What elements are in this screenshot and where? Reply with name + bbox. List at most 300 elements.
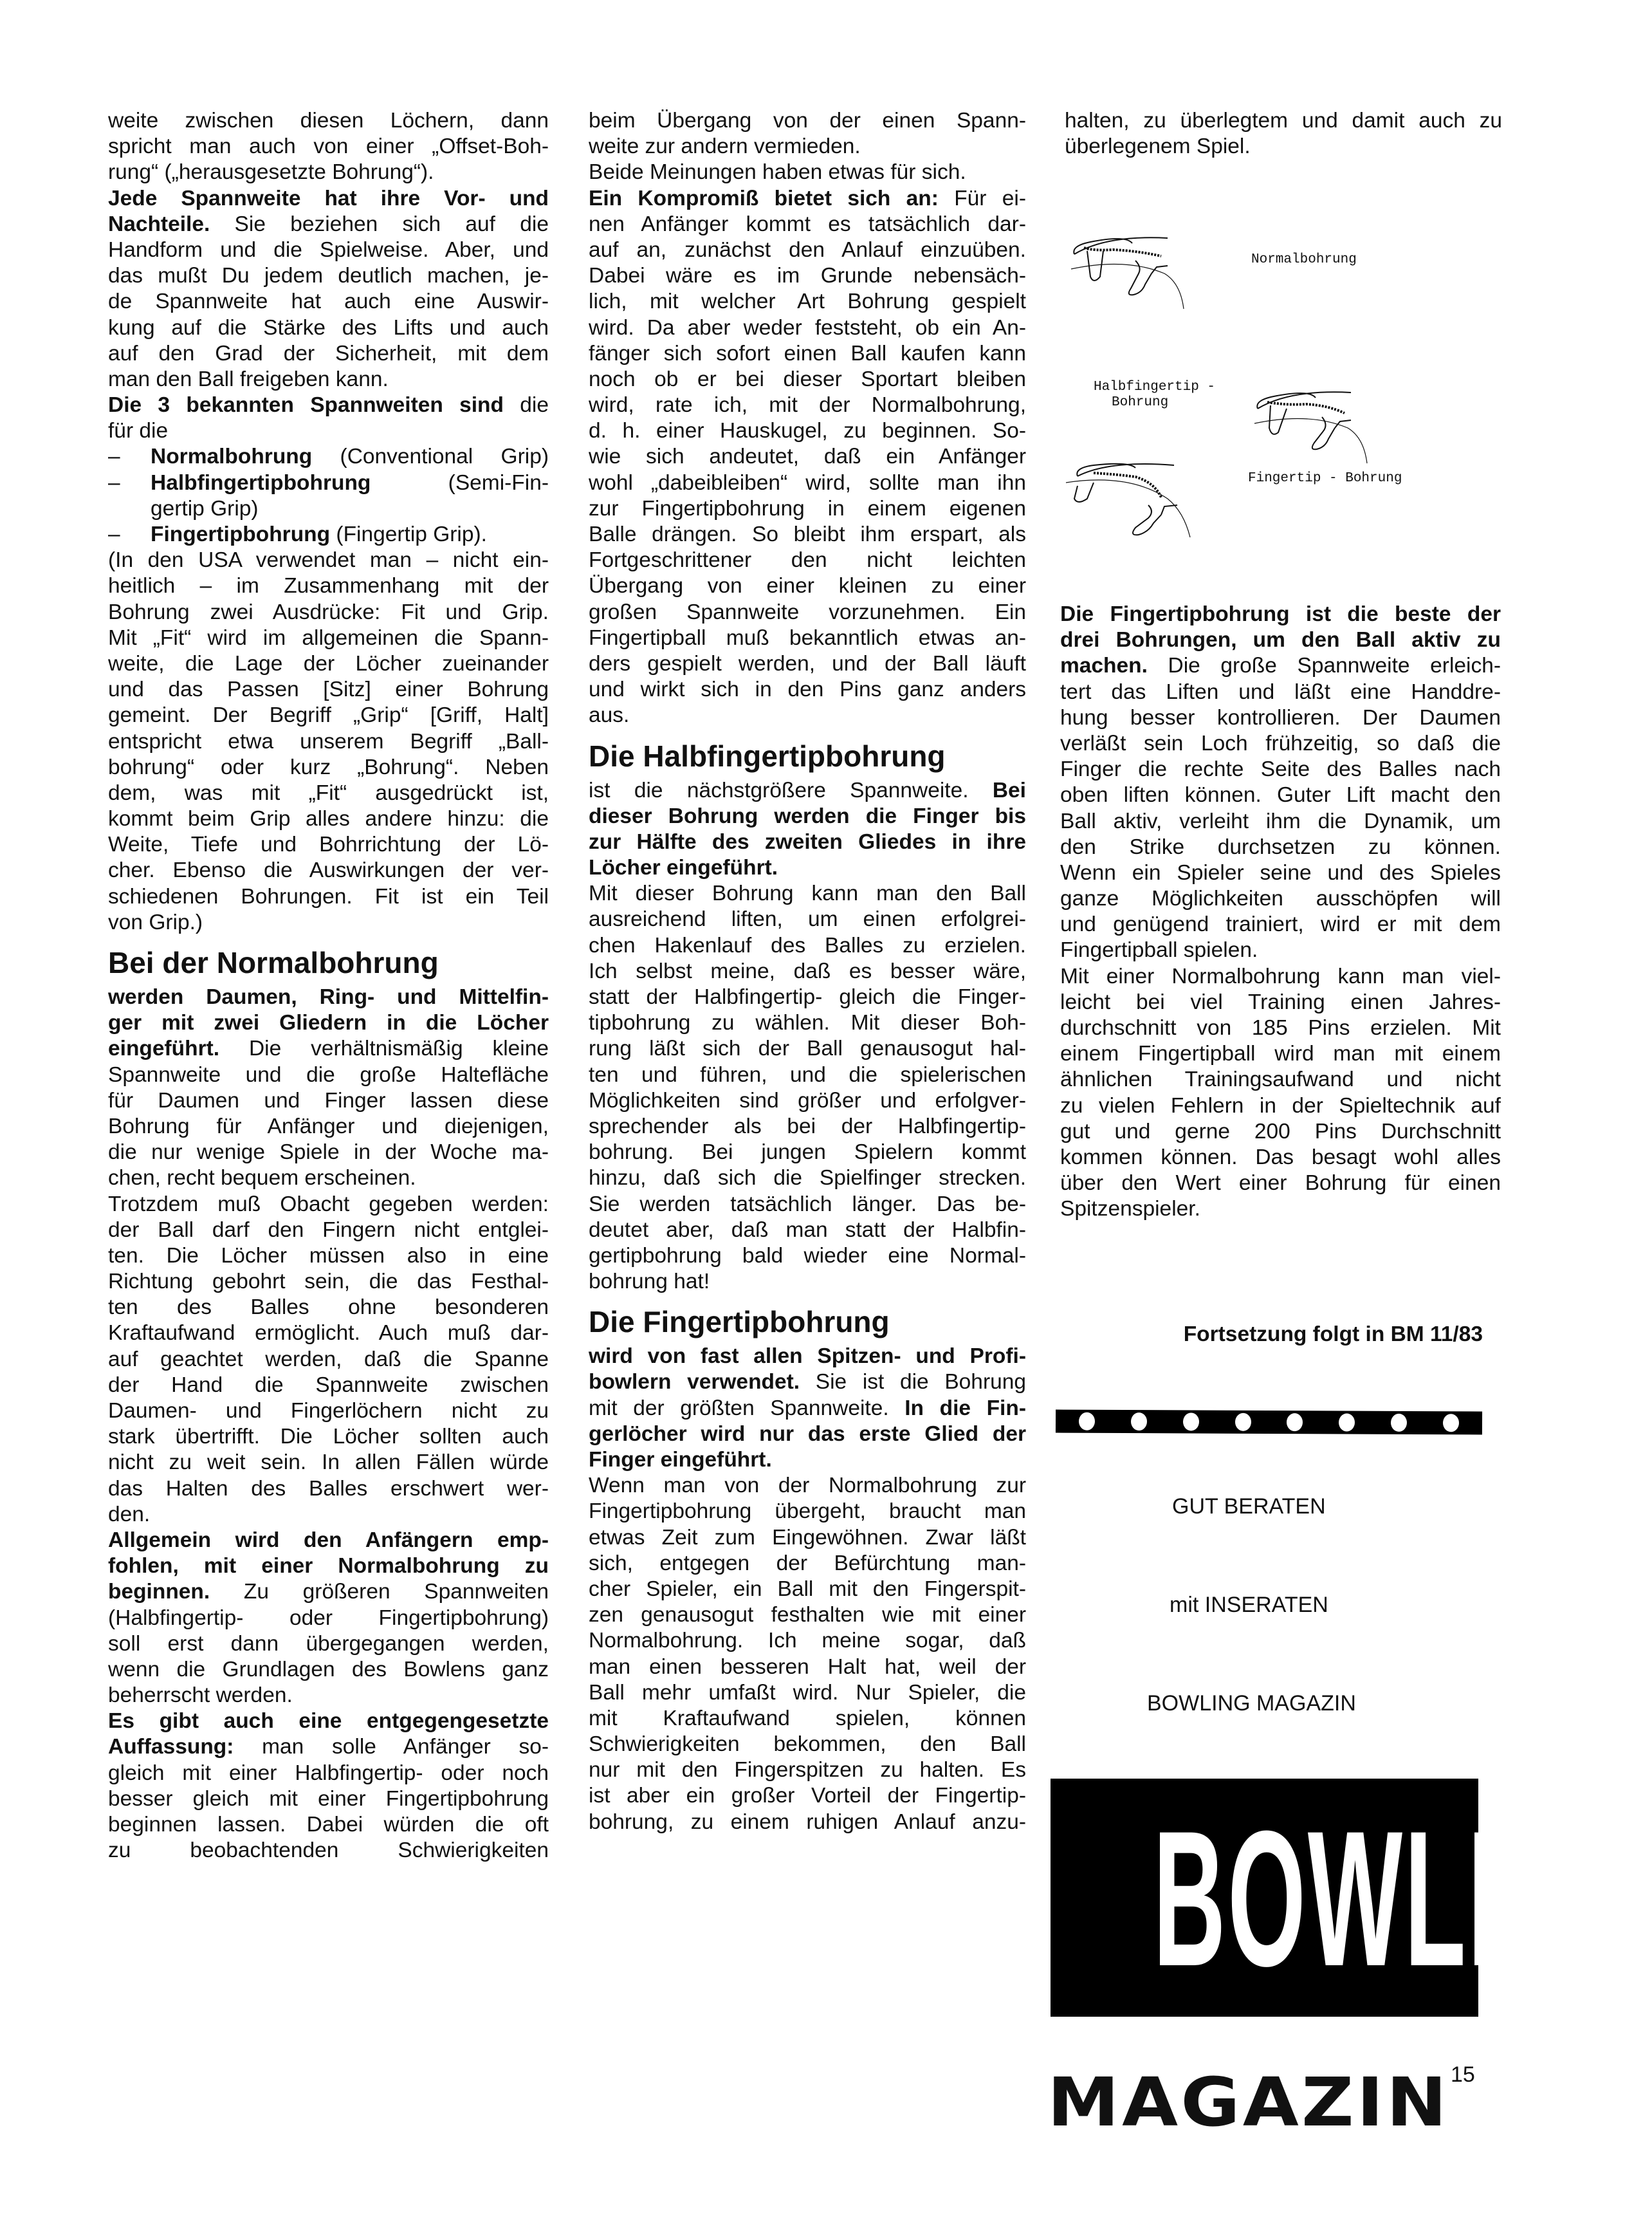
text-line	[1060, 680, 1501, 705]
body-text: fänger sich sofort einen Ball kaufen kann	[589, 341, 1026, 366]
bold-text: eingeführt.	[108, 1037, 220, 1061]
body-text: cher. Ebenso die Auswirkungen der ver-	[108, 858, 549, 883]
body-text: gemeint. Der Begriff „Grip“ [Griff, Halt]	[108, 703, 549, 728]
text-line	[589, 625, 1026, 651]
body-text: ten. Die Löcher müssen also in eine	[108, 1243, 549, 1268]
text-line	[589, 778, 1026, 804]
text-line	[589, 1165, 1026, 1191]
body-text: weite, die Lage der Löcher zueinander	[108, 651, 549, 676]
text-line	[1060, 1145, 1501, 1171]
text-line	[108, 806, 549, 832]
text-line	[589, 522, 1026, 548]
body-text: Beide Meinungen haben etwas für sich.	[589, 160, 966, 185]
bold-text: Normalbohrung	[151, 445, 313, 469]
body-text: überlegenem Spiel.	[1065, 134, 1251, 159]
text-line	[108, 1579, 549, 1605]
text-line	[108, 755, 549, 781]
body-text: tipbohrung zu wählen. Mit dieser Boh-	[589, 1011, 1026, 1035]
text-line	[589, 1783, 1026, 1809]
label-semi-fingertip-grip-line2: Bohrung	[1112, 395, 1169, 410]
text-line	[589, 1757, 1026, 1783]
body-text: (In den USA verwendet man – nicht ein-	[108, 548, 549, 573]
text-line	[1060, 886, 1501, 912]
body-text: Spitzenspieler.	[1060, 1197, 1200, 1221]
text-line	[108, 1062, 549, 1088]
text-line	[1060, 912, 1501, 938]
text-line	[589, 829, 1026, 855]
body-text: Mit dieser Bohrung kann man den Ball	[589, 882, 1026, 906]
text-line	[108, 1786, 549, 1812]
bold-text: Ein Kompromiß bietet sich an:	[589, 186, 939, 210]
text-line	[589, 1140, 1026, 1165]
dash-bullet: –	[108, 445, 120, 469]
text-line	[589, 1473, 1026, 1499]
body-text: Dabei wäre es im Grunde nebensäch-	[589, 264, 1026, 288]
body-text: zu beobachtenden Schwierigkeiten	[108, 1838, 549, 1863]
text-line	[589, 548, 1026, 573]
text-line	[589, 1732, 1026, 1757]
text-line	[589, 108, 1026, 134]
text-line	[108, 1631, 549, 1657]
body-text: und wirkt sich in den Pins ganz anders	[589, 678, 1026, 702]
bold-text: Nachteile.	[108, 212, 210, 236]
dotted-divider-bar	[1056, 1410, 1482, 1435]
body-text: besser gleich mit einer Fingertipbohrung	[108, 1786, 549, 1811]
text-line	[1060, 1119, 1501, 1145]
label-semi-fingertip-grip-line1: Halbfingertip -	[1094, 380, 1216, 394]
body-text: weite zwischen diesen Löchern, dann	[108, 109, 549, 133]
bold-text: drei Bohrungen, um den Ball aktiv zu	[1060, 628, 1501, 653]
body-text: rung läßt sich der Ball genausogut hal-	[589, 1037, 1026, 1061]
text-line	[589, 263, 1026, 289]
text-line	[1065, 108, 1502, 134]
body-text: (Semi-Fin-	[371, 470, 549, 495]
text-line	[108, 1217, 549, 1243]
body-text: wie sich andeutet, daß ein Anfänger	[589, 445, 1026, 469]
body-text: den Strike durchsetzen zu können.	[1060, 835, 1501, 859]
body-text: gut und gerne 200 Pins Durchschnitt	[1060, 1119, 1501, 1143]
ad-line-bowling-magazin: BOWLING MAGAZIN	[1147, 1691, 1356, 1716]
body-text: Kraftaufwand ermöglicht. Auch muß dar-	[108, 1321, 549, 1346]
text-line	[108, 729, 549, 755]
body-text: gleich mit einer Halbfingertip- oder noch	[108, 1761, 549, 1785]
body-text: wohl „dabeibleiben“ wird, sollte man ihn	[589, 470, 1026, 495]
body-text: hung besser kontrollieren. Der Daumen	[1060, 705, 1501, 730]
text-line	[108, 832, 549, 858]
body-text: sprechender als bei der Halbfingertip-	[589, 1114, 1026, 1138]
text-line	[1060, 835, 1501, 860]
normal-grip-drawing	[1071, 237, 1184, 309]
text-line	[108, 341, 549, 367]
page-number: 15	[1451, 2062, 1475, 2087]
text-line	[108, 1320, 549, 1346]
body-text: (Fingertip Grip).	[330, 523, 487, 546]
body-text: der Ball darf den Fingern nicht entglei-	[108, 1217, 549, 1242]
body-text: lich, mit welcher Art Bohrung gespielt	[589, 290, 1026, 314]
body-text: nur mit den Fingerspitzen zu halten. Es	[589, 1758, 1026, 1782]
continued-note: Fortsetzung folgt in BM 11/83	[1183, 1322, 1483, 1346]
text-line	[108, 1528, 549, 1553]
bold-text: gerlöcher wird nur das erste Glied der	[589, 1421, 1026, 1446]
body-text: von Grip.)	[108, 910, 203, 934]
text-line	[589, 1396, 1026, 1421]
body-text: Übergang von einer kleinen zu einer	[589, 574, 1026, 598]
body-text: statt der Halbfingertip- gleich die Finger-	[589, 985, 1026, 1009]
text-line	[1060, 627, 1501, 653]
text-line	[589, 1192, 1026, 1217]
text-line	[108, 1398, 549, 1424]
text-line	[108, 910, 549, 936]
text-line	[108, 263, 549, 289]
body-text: aus.	[589, 703, 630, 728]
text-line	[1060, 1041, 1501, 1067]
body-text: rung“ („herausgesetzte Bohrung“).	[108, 160, 434, 185]
section-heading: Die Fingertipbohrung	[589, 1305, 890, 1339]
body-text: de Spannweite hat auch eine Auswir-	[108, 290, 549, 314]
bold-text: Fingertipbohrung	[151, 523, 331, 546]
text-line	[108, 160, 549, 185]
text-line	[108, 134, 549, 160]
text-line	[108, 393, 549, 418]
body-text: großen Spannweite vorzunehmen. Ein	[589, 600, 1026, 624]
text-line	[589, 907, 1026, 932]
body-text: das Halten des Balles erschwert wer-	[108, 1476, 549, 1501]
body-text: chen, recht bequem erscheinen.	[108, 1166, 416, 1190]
text-line	[589, 1499, 1026, 1524]
text-line	[1060, 1093, 1501, 1119]
body-text: Möglichkeiten sind größer und erfolgver-	[589, 1088, 1026, 1113]
body-text: cher Spieler, ein Ball mit den Fingerspit-	[589, 1577, 1026, 1601]
body-text: die nur wenige Spiele in der Woche ma-	[108, 1140, 549, 1165]
body-text: bohrung hat!	[589, 1270, 710, 1294]
text-line	[108, 237, 549, 263]
body-text: halten, zu überlegtem und damit auch zu	[1065, 109, 1502, 133]
body-text: mit Kraftaufwand spielen, können	[589, 1706, 1026, 1730]
text-line	[1060, 938, 1501, 963]
body-text: man solle Anfänger so-	[234, 1735, 549, 1759]
body-text: bohrung“ oder kurz „Bohrung“. Neben	[108, 755, 549, 779]
text-line	[108, 1114, 549, 1140]
text-line	[589, 1654, 1026, 1680]
body-text: (Conventional Grip)	[312, 445, 549, 469]
body-text: durchschnitt von 185 Pins erzielen. Mit	[1060, 1016, 1501, 1040]
text-line	[1060, 653, 1501, 679]
text-line	[108, 1373, 549, 1398]
body-text: kommen können. Das besagt wohl alles	[1060, 1145, 1501, 1169]
body-text: Zu größeren Spannweiten	[210, 1580, 549, 1604]
body-text: Daumen- und Fingerlöchern nicht zu	[108, 1399, 549, 1423]
text-line	[108, 418, 549, 444]
text-line	[589, 289, 1026, 315]
text-line	[108, 1761, 549, 1786]
body-text: beherrscht werden.	[108, 1683, 293, 1708]
text-line	[1060, 964, 1501, 990]
text-line	[589, 1217, 1026, 1243]
divider-dot	[1131, 1412, 1147, 1430]
text-line	[589, 237, 1026, 263]
body-text: für die	[108, 419, 169, 443]
body-text: Fingertipball spielen.	[1060, 938, 1258, 963]
body-text: die	[504, 393, 549, 418]
body-text: auf geachtet werden, daß die Spanne	[108, 1347, 549, 1371]
text-line	[1060, 731, 1501, 757]
body-text: zen genausogut festhalten wie mit einer	[589, 1603, 1026, 1627]
body-text: Balle drängen. So bleibt ihm erspart, als	[589, 523, 1026, 546]
text-line	[108, 108, 549, 134]
ad-line-gut-beraten: GUT BERATEN	[1172, 1494, 1326, 1519]
body-text: Bohrung für Anfänger und diejenigen,	[108, 1114, 549, 1138]
text-line	[108, 677, 549, 703]
text-line	[108, 548, 549, 573]
body-text: noch ob er bei dieser Sportart bleiben	[589, 367, 1026, 391]
text-line	[589, 1551, 1026, 1577]
body-text: Ball aktiv, verleiht ihm die Dynamik, um	[1060, 809, 1501, 833]
bold-text: beginnen.	[108, 1580, 210, 1604]
text-line	[108, 1010, 549, 1036]
text-line	[589, 1010, 1026, 1036]
text-line	[589, 1036, 1026, 1062]
body-text: Sie ist die Bohrung	[800, 1370, 1026, 1394]
body-text: Fingertipball muß bekanntlich etwas an-	[589, 625, 1026, 650]
body-text: Bohrung zwei Ausdrücke: Fit und Grip.	[108, 600, 549, 624]
text-line	[108, 1553, 549, 1579]
body-text: Für ei-	[938, 186, 1026, 210]
section-heading: Bei der Normalbohrung	[108, 946, 439, 979]
bold-text: wird von fast allen Spitzen- und Profi-	[589, 1344, 1026, 1369]
body-text: d. h. einer Hauskugel, zu beginnen. So-	[589, 419, 1026, 443]
grip-illustrations	[1055, 212, 1505, 573]
text-line	[589, 1447, 1026, 1473]
bowling-magazin-logo	[1051, 1779, 1652, 2017]
body-text: beginnen lassen. Dabei würden die oft	[108, 1813, 549, 1837]
body-text: und das Passen [Sitz] einer Bohrung	[108, 678, 549, 702]
text-line	[589, 1680, 1026, 1706]
body-text: ist aber ein großer Vorteil der Fingertip-	[589, 1784, 1026, 1808]
text-line	[108, 212, 549, 237]
body-text: hinzu, daß sich die Spielfinger strecken.	[589, 1166, 1026, 1190]
text-line	[1060, 990, 1501, 1015]
body-text: Sie werden tatsächlich länger. Das be-	[589, 1192, 1026, 1216]
dash-bullet: –	[108, 523, 120, 546]
body-text: ders gespielt werden, und der Ball läuft	[589, 651, 1026, 676]
bold-text: werden Daumen, Ring- und Mittelfin-	[108, 985, 549, 1009]
text-line	[108, 367, 549, 393]
text-line	[1060, 1196, 1501, 1222]
section-heading: Die Halbfingertipbohrung	[589, 739, 946, 773]
body-text: Handform und die Spielweise. Aber, und	[108, 237, 549, 262]
body-text: verläßt sein Loch frühzeitig, so daß die	[1060, 731, 1501, 755]
text-line	[108, 1243, 549, 1269]
text-line	[108, 1036, 549, 1062]
text-line	[589, 855, 1026, 881]
text-line	[108, 1347, 549, 1373]
text-line	[589, 212, 1026, 237]
body-text: spricht man auch von einer „Offset-Boh-	[108, 134, 549, 159]
text-line	[108, 1424, 549, 1450]
body-text: ausreichend liften, um einen erfolgrei-	[589, 907, 1026, 932]
text-line	[108, 1838, 549, 1864]
text-line	[108, 625, 549, 651]
body-text: Mit „Fit“ wird im allgemeinen die Spann-	[108, 625, 549, 650]
text-line	[589, 1525, 1026, 1551]
body-text: für Daumen und Finger lassen diese	[108, 1088, 549, 1113]
body-text: Wenn ein Spieler seine und des Spieles	[1060, 860, 1501, 885]
semi-fingertip-grip-drawing	[1254, 392, 1367, 463]
text-line	[1060, 809, 1501, 835]
text-line	[108, 1476, 549, 1502]
text-line	[589, 393, 1026, 418]
text-line	[108, 1165, 549, 1191]
text-line	[589, 985, 1026, 1010]
text-line	[589, 496, 1026, 522]
body-text: man den Ball freigeben kann.	[108, 367, 389, 391]
body-text: der Hand die Spannweite zwischen	[108, 1373, 549, 1397]
text-line	[589, 1628, 1026, 1654]
label-normal-grip: Normalbohrung	[1251, 252, 1357, 267]
bold-text: ger mit zwei Gliedern in die Löcher	[108, 1011, 549, 1035]
text-line	[108, 1295, 549, 1320]
dash-bullet: –	[108, 470, 120, 495]
body-text: stark übertrifft. Die Löcher sollten auch	[108, 1425, 549, 1449]
bold-text: machen.	[1060, 654, 1148, 678]
body-text: entspricht etwa unserem Begriff „Ball-	[108, 729, 549, 754]
text-line	[108, 651, 549, 677]
text-line	[1060, 782, 1501, 808]
body-text: ten des Balles ohne besonderen	[108, 1295, 549, 1320]
text-line	[108, 1088, 549, 1114]
text-line	[589, 367, 1026, 393]
text-line	[108, 1502, 549, 1528]
article-column-right	[1060, 602, 1501, 1223]
text-line	[108, 600, 549, 625]
body-text: Weite, Tiefe und Bohrrichtung der Lö-	[108, 833, 549, 857]
text-line	[589, 1344, 1026, 1369]
text-line	[1060, 602, 1501, 627]
text-line	[589, 677, 1026, 703]
text-line	[108, 1140, 549, 1165]
text-line	[108, 1708, 549, 1734]
body-text: man einen besseren Halt hat, weil der	[589, 1654, 1026, 1679]
text-line	[1060, 705, 1501, 731]
text-line	[589, 315, 1026, 341]
list-item-line	[108, 444, 549, 470]
body-text: bohrung, zu einem ruhigen Anlauf anzu-	[589, 1810, 1026, 1834]
divider-dot	[1443, 1414, 1459, 1432]
body-text: schiedenen Bohrungen. Fit ist ein Teil	[108, 884, 549, 909]
body-text: wird, rate ich, mit der Normalbohrung,	[589, 393, 1026, 418]
text-line	[589, 881, 1026, 907]
body-text: Wenn man von der Normalbohrung zur	[589, 1474, 1026, 1498]
text-line	[589, 959, 1026, 985]
body-text: Schwierigkeiten bekommen, den Ball	[589, 1732, 1026, 1757]
article-column-right-intro	[1065, 108, 1502, 160]
text-line	[108, 289, 549, 315]
text-line	[108, 1657, 549, 1683]
body-text: dem, was mit „Fit“ ausgedrückt ist,	[108, 781, 549, 805]
bold-text: zur Hälfte des zweiten Gliedes in ihre	[589, 829, 1026, 854]
text-line	[589, 933, 1026, 959]
text-line	[589, 651, 1026, 677]
divider-dot	[1339, 1413, 1355, 1431]
body-text: zu vielen Fehlern in der Spieltechnik auf	[1060, 1093, 1501, 1118]
bold-text: Jede Spannweite hat ihre Vor- und	[108, 186, 549, 210]
text-line	[108, 1192, 549, 1217]
label-fingertip-grip: Fingertip - Bohrung	[1248, 471, 1402, 486]
body-text: oben liften können. Guter Lift macht den	[1060, 783, 1501, 808]
body-text: (Halbfingertip- oder Fingertipbohrung)	[108, 1606, 549, 1630]
body-text: auf den Grad der Sicherheit, mit dem	[108, 341, 549, 366]
text-line	[589, 160, 1026, 185]
body-text: mit der größten Spannweite.	[589, 1396, 905, 1420]
text-line	[108, 1606, 549, 1631]
body-text: Finger die rechte Seite des Balles nach	[1060, 757, 1501, 782]
body-text: kommt beim Grip alles andere hinzu: die	[108, 807, 549, 831]
divider-dot	[1391, 1414, 1407, 1432]
bold-text: Finger eingeführt.	[589, 1448, 772, 1472]
fingertip-grip-drawing	[1066, 464, 1190, 537]
text-line	[1060, 860, 1501, 886]
divider-dot	[1287, 1413, 1303, 1431]
body-text: ist die nächstgrößere Spannweite.	[589, 778, 993, 802]
article-column-left	[108, 108, 549, 1864]
logo-word-bowling: BOWLING	[1153, 1790, 1652, 2006]
text-line	[589, 470, 1026, 496]
bold-text: dieser Bohrung werden die Finger bis	[589, 804, 1026, 828]
text-line	[1060, 1067, 1501, 1093]
text-line	[589, 444, 1026, 470]
body-text: Trotzdem muß Obacht gegeben werden:	[108, 1192, 549, 1216]
text-line	[589, 186, 1026, 212]
text-line	[589, 1369, 1026, 1395]
bold-text: Auffassung:	[108, 1735, 234, 1759]
body-text: weite zur andern vermieden.	[589, 134, 861, 159]
body-text: Die verhältnismäßig kleine	[219, 1037, 549, 1061]
text-line	[1060, 1015, 1501, 1041]
body-text: Fortgeschrittener den nicht leichten	[589, 548, 1026, 573]
body-text: Normalbohrung. Ich meine sogar, daß	[589, 1629, 1026, 1653]
text-line	[108, 884, 549, 910]
bold-text: Halbfingertipbohrung	[151, 470, 371, 495]
body-text: einem Fingertipball wird man mit einem	[1060, 1042, 1501, 1066]
bold-text: Die 3 bekannten Spannweiten sind	[108, 393, 504, 418]
text-line	[1060, 757, 1501, 782]
body-text: Richtung gebohrt sein, die das Festhal-	[108, 1270, 549, 1294]
body-text: tert das Liften und läßt eine Handdre-	[1060, 680, 1501, 704]
body-text: zur Fingertipbohrung in einem eigenen	[589, 496, 1026, 521]
body-text: kung auf die Stärke des Lifts und auch	[108, 315, 549, 340]
body-text: etwas Zeit zum Eingewöhnen. Zwar läßt	[589, 1525, 1026, 1550]
body-text: beim Übergang von der einen Spann-	[589, 109, 1026, 133]
body-text: auf an, zunächst den Anlauf einzuüben.	[589, 237, 1026, 262]
body-text: sich, entgegen der Befürchtung man-	[589, 1551, 1026, 1575]
bold-text: bowlern verwendet.	[589, 1370, 800, 1394]
body-text: Ich selbst meine, daß es besser wäre,	[589, 959, 1026, 983]
text-line	[589, 1088, 1026, 1114]
body-text: Ball mehr umfaßt wird. Nur Spieler, die	[589, 1680, 1026, 1705]
body-text: gertip Grip)	[151, 496, 259, 521]
bold-text: Allgemein wird den Anfängern emp-	[108, 1528, 549, 1552]
text-line	[108, 315, 549, 341]
text-line	[1060, 1171, 1501, 1196]
body-text: Mit einer Normalbohrung kann man viel-	[1060, 964, 1501, 988]
text-line	[589, 703, 1026, 728]
body-text: den.	[108, 1502, 151, 1526]
body-text: über den Wert einer Bohrung für einen	[1060, 1171, 1501, 1196]
body-text: Die große Spannweite erleich-	[1147, 654, 1501, 678]
ad-line-mit-inseraten: mit INSERATEN	[1170, 1593, 1328, 1617]
body-text: wenn die Grundlagen des Bowlens ganz	[108, 1657, 549, 1681]
body-text: nicht zu weit sein. In allen Fällen würde	[108, 1450, 549, 1475]
